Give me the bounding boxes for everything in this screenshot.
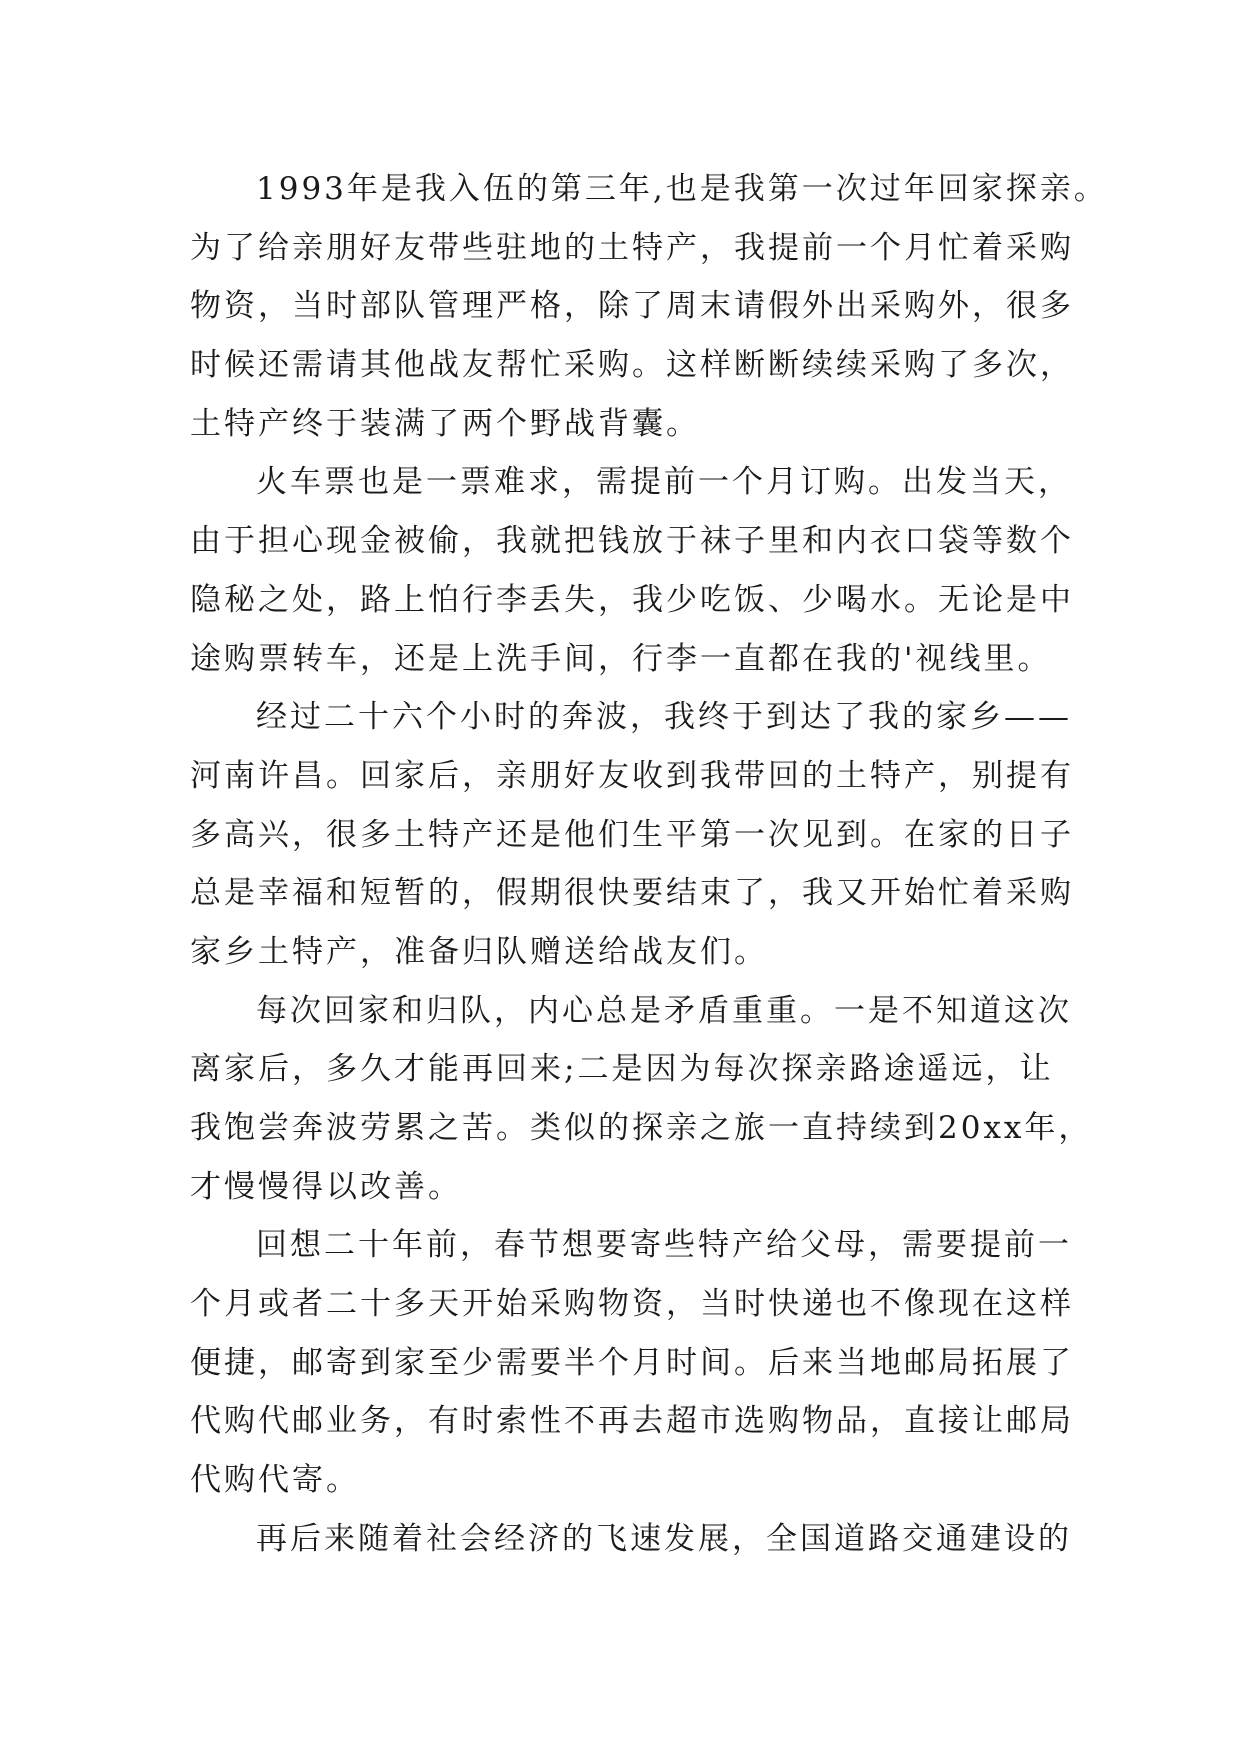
paragraph-1-line-2: 为了给亲朋好友带些驻地的土特产，我提前一个月忙着采购	[190, 229, 1074, 266]
paragraph-4-line-2: 离家后，多久才能再回来;二是因为每次探亲路途遥远，让	[190, 1051, 1054, 1088]
paragraph-1-line-4: 时候还需请其他战友帮忙采购。这样断断续续采购了多次，	[190, 347, 1074, 384]
paragraph-6-line-1: 再后来随着社会经济的飞速发展，全国道路交通建设的	[256, 1520, 1072, 1557]
paragraph-2-line-2: 由于担心现金被偷，我就把钱放于袜子里和内衣口袋等数个	[190, 523, 1074, 560]
paragraph-5-line-5: 代购代寄。	[190, 1462, 360, 1499]
paragraph-2-line-4: 途购票转车，还是上洗手间，行李一直都在我的'视线里。	[190, 640, 1052, 677]
paragraph-3-line-3: 多高兴，很多土特产还是他们生平第一次见到。在家的日子	[190, 816, 1074, 853]
paragraph-5-line-2: 个月或者二十多天开始采购物资，当时快递也不像现在这样	[190, 1286, 1074, 1323]
paragraph-1-line-3: 物资，当时部队管理严格，除了周末请假外出采购外，很多	[190, 288, 1074, 325]
paragraph-3-line-1: 经过二十六个小时的奔波，我终于到达了我的家乡——	[256, 699, 1072, 736]
paragraph-4-line-3: 我饱尝奔波劳累之苦。类似的探亲之旅一直持续到20xx年，	[190, 1110, 1093, 1146]
paragraph-3-line-4: 总是幸福和短暂的，假期很快要结束了，我又开始忙着采购	[190, 875, 1074, 912]
paragraph-1-line-5: 土特产终于装满了两个野战背囊。	[190, 405, 700, 442]
paragraph-4-line-1: 每次回家和归队，内心总是矛盾重重。一是不知道这次	[256, 992, 1072, 1029]
body-text	[190, 160, 1108, 1569]
paragraph-5-line-3: 便捷，邮寄到家至少需要半个月时间。后来当地邮局拓展了	[190, 1344, 1074, 1381]
paragraph-3-line-5: 家乡土特产，准备归队赠送给战友们。	[190, 933, 768, 970]
paragraph-3-line-2: 河南许昌。回家后，亲朋好友收到我带回的土特产，别提有	[190, 757, 1074, 794]
paragraph-2-line-1: 火车票也是一票难求，需提前一个月订购。出发当天，	[256, 464, 1072, 501]
paragraph-5-line-4: 代购代邮业务，有时索性不再去超市选购物品，直接让邮局	[190, 1403, 1074, 1440]
paragraph-5-line-1: 回想二十年前，春节想要寄些特产给父母，需要提前一	[256, 1227, 1072, 1264]
paragraph-1-line-1: 1993年是我入伍的第三年,也是我第一次过年回家探亲。	[256, 171, 1108, 207]
paragraph-4-line-4: 才慢慢得以改善。	[190, 1168, 462, 1205]
paragraph-2-line-3: 隐秘之处，路上怕行李丢失，我少吃饭、少喝水。无论是中	[190, 581, 1074, 618]
